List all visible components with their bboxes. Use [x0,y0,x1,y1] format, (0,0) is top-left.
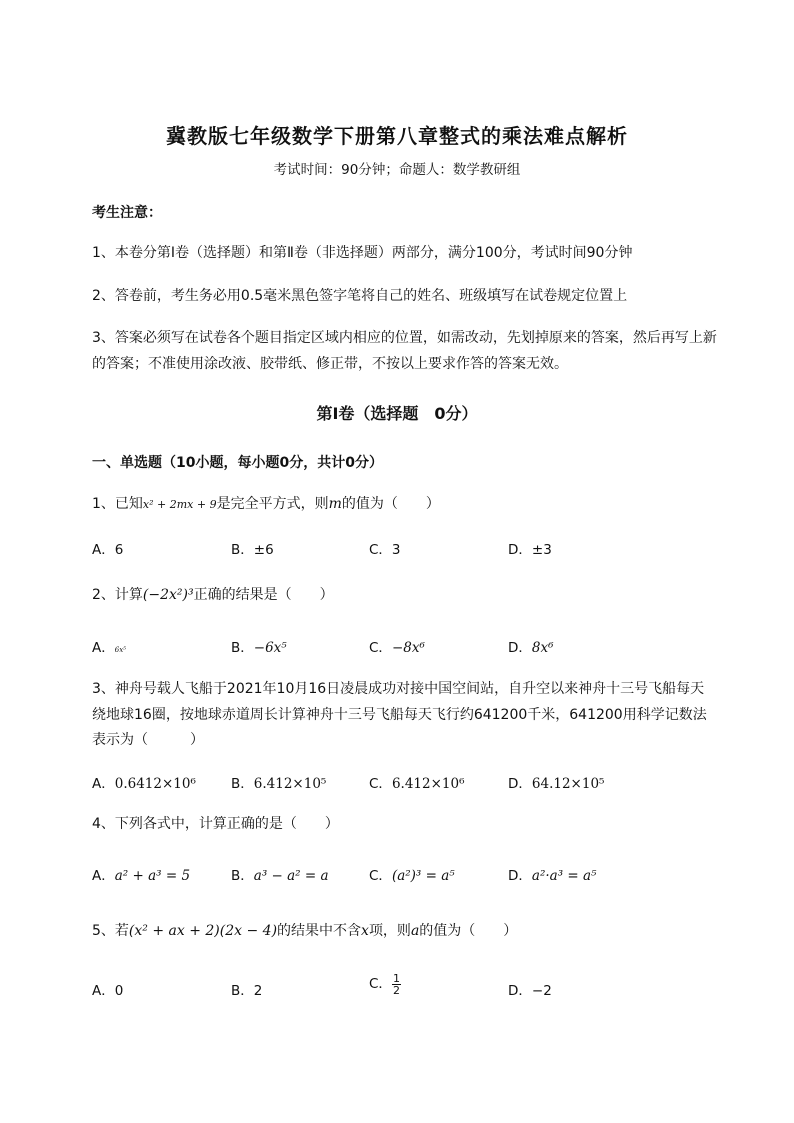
q2-option-a: A．6x⁵ [92,640,126,656]
q3-option-b: B．6.412×10⁵ [231,776,327,792]
q4-option-a: A．a² + a³ = 5 [92,868,191,884]
question-4: 4、下列各式中，计算正确的是（ ） [92,816,339,832]
question-2 [92,584,334,604]
page-subtitle: 考试时间：90分钟；命题人：数学教研组 [273,162,521,178]
q2-option-b: B．−6x⁵ [231,640,287,656]
question-3-line-3: 表示为（ ） [92,732,204,748]
q5-option-c-fraction: $\frac{1}{2}$ [392,971,400,997]
section-title: 一、单选题（10小题，每小题0分，共计0分） [92,455,383,471]
q4-option-d: D．a²·a³ = a⁵ [508,868,597,884]
q3-option-d: D．64.12×10⁵ [508,776,605,792]
q1-option-b: B．±6 [231,542,274,558]
q2-pre: 2、计算 [92,587,143,603]
q5-mid: 的结果中不含 [277,923,362,939]
q5-option-c: C． $\frac{1}{2}$ [369,971,400,997]
part-title: 第Ⅰ卷（选择题 0分） [316,404,478,423]
q2-math: (−2x²)³ [142,587,194,603]
notice-heading: 考生注意： [92,205,162,221]
notice-item-2: 2、答卷前，考生务必用0.5毫米黑色签字笔将自己的姓名、班级填写在试卷规定位置上 [92,288,628,304]
question-5 [92,920,517,940]
notice-item-3-cont: 的答案；不准使用涂改液、胶带纸、修正带，不按以上要求作答的答案无效。 [92,356,568,372]
q1-math: x² + 2mx + 9 [142,498,217,511]
q1-option-a: A．6 [92,542,124,558]
notice-item-3: 3、答案必须写在试卷各个题目指定区域内相应的位置，如需改动，先划掉原来的答案，然后再写上新 [92,330,717,346]
q1-option-d: D．±3 [508,542,552,558]
q3-option-c: C．6.412×10⁶ [369,776,465,792]
question-3-line-2: 绕地球16圈，按地球赤道周长计算神舟十三号飞船每天飞行约641200千米，641200用科学记数法 [92,707,707,723]
q1-post: 的值为（ ） [341,496,440,512]
question-1 [92,493,440,513]
q5-option-d: D．−2 [508,983,552,999]
q5-option-b: B．2 [231,983,263,999]
page-title: 冀教版七年级数学下册第八章整式的乘法难点解析 [166,124,628,148]
q1-mid: 是完全平方式，则 [216,496,329,512]
q5-option-a: A．0 [92,983,124,999]
q1-math2: m [328,496,342,512]
q2-option-d: D．8x⁶ [508,640,554,656]
q5-post: 的值为（ ） [419,923,518,939]
notice-item-1: 1、本卷分第Ⅰ卷（选择题）和第Ⅱ卷（非选择题）两部分，满分100分，考试时间90分钟 [92,245,633,261]
q1-option-c: C．3 [369,542,401,558]
q3-option-a: A．0.6412×10⁶ [92,776,196,792]
q5-math: (x² + ax + 2)(2x − 4) [128,923,278,939]
q5-mid2: 项，则 [368,923,411,939]
q5-pre: 5、若 [92,923,129,939]
q2-post: 正确的结果是（ ） [193,587,334,603]
q5-math3: a [410,923,420,939]
q4-option-b: B．a³ − a² = a [231,868,329,884]
q5-math2: x [361,923,369,939]
q1-pre: 1、已知 [92,496,143,512]
question-3-line-1: 3、神舟号载人飞船于2021年10月16日凌晨成功对接中国空间站，自升空以来神舟十三号飞船每天 [92,681,705,697]
q2-option-c: C．−8x⁶ [369,640,425,656]
q4-option-c: C．(a²)³ = a⁵ [369,868,455,884]
